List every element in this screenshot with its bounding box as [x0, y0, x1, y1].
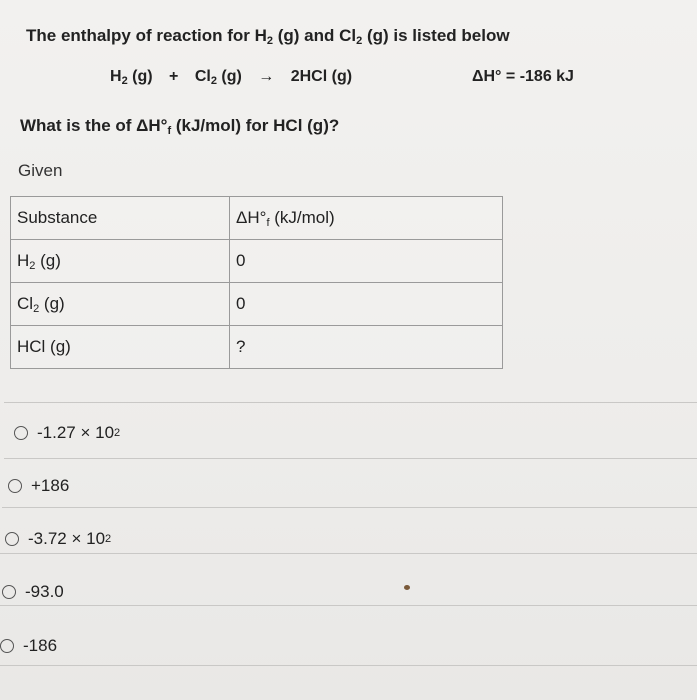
reactant-2-sub: 2 — [210, 75, 217, 87]
radio-button-icon[interactable] — [8, 479, 22, 493]
question-prompt — [20, 116, 339, 137]
question-text-2: (kJ/mol) for HCl (g)? — [171, 116, 340, 135]
option-text: -93.0 — [25, 582, 64, 601]
header-dh-sub: f — [266, 216, 270, 229]
radio-button-icon[interactable] — [2, 585, 16, 599]
radio-button-icon[interactable] — [5, 532, 19, 546]
divider — [0, 605, 697, 606]
dust-speck — [404, 585, 410, 590]
intro-sub-1: 2 — [266, 35, 273, 47]
substance-state: (g) — [39, 293, 65, 313]
answer-option[interactable] — [0, 636, 57, 656]
substance-sub: 2 — [29, 259, 36, 272]
header-dh: ΔH° — [236, 207, 267, 227]
option-exponent: 2 — [114, 427, 121, 439]
reaction-enthalpy: ΔH° = -186 kJ — [472, 68, 574, 85]
reaction-equation — [110, 68, 352, 87]
divider — [0, 665, 697, 666]
table-header-row — [11, 197, 503, 240]
given-label: Given — [18, 161, 63, 180]
reactant-1-state: (g) — [127, 68, 153, 85]
substance-cell — [11, 240, 230, 283]
enthalpy-table — [10, 196, 503, 369]
value-cell: 0 — [230, 283, 503, 326]
table-header-substance: Substance — [11, 197, 230, 240]
table-row — [11, 326, 503, 369]
question-sub: f — [167, 125, 172, 137]
plus-sign: + — [169, 68, 179, 85]
option-text: -1.27 × 10 — [37, 423, 115, 442]
answer-option[interactable] — [8, 476, 69, 496]
substance-name: Cl — [17, 293, 34, 313]
intro-text-2: (g) and Cl — [272, 26, 357, 45]
product: 2HCl (g) — [290, 68, 353, 85]
substance-name: H — [17, 250, 30, 270]
substance-name: HCl (g) — [17, 337, 71, 356]
question-intro — [26, 26, 510, 47]
intro-text-1: The enthalpy of reaction for H — [26, 26, 267, 45]
reactant-1-sub: 2 — [121, 75, 128, 87]
question-text-1: What is the of ΔH° — [20, 116, 168, 135]
intro-sub-2: 2 — [356, 35, 363, 47]
reaction-arrow: → — [258, 68, 275, 85]
header-units: (kJ/mol) — [269, 207, 335, 227]
table-row — [11, 283, 503, 326]
reactant-2: Cl — [194, 68, 211, 85]
reactant-1: H — [110, 68, 122, 85]
radio-button-icon[interactable] — [0, 639, 14, 653]
substance-cell — [11, 326, 230, 369]
answer-option[interactable] — [14, 423, 120, 443]
value-cell: 0 — [230, 240, 503, 283]
table-row — [11, 240, 503, 283]
option-text: -3.72 × 10 — [28, 529, 106, 548]
divider — [2, 507, 697, 508]
answer-option[interactable] — [5, 529, 111, 549]
reactant-2-state: (g) — [216, 68, 242, 85]
option-exponent: 2 — [105, 533, 112, 545]
divider — [4, 458, 697, 459]
substance-state: (g) — [35, 250, 61, 270]
substance-sub: 2 — [33, 302, 40, 315]
intro-text-3: (g) is listed below — [362, 26, 510, 45]
substance-cell — [11, 283, 230, 326]
radio-button-icon[interactable] — [14, 426, 28, 440]
option-text: +186 — [31, 476, 70, 495]
answer-option[interactable] — [2, 582, 64, 602]
value-cell: ? — [230, 326, 503, 369]
option-text: -186 — [23, 636, 58, 655]
divider — [0, 553, 697, 554]
table-header-enthalpy — [230, 197, 503, 240]
divider — [4, 402, 697, 403]
